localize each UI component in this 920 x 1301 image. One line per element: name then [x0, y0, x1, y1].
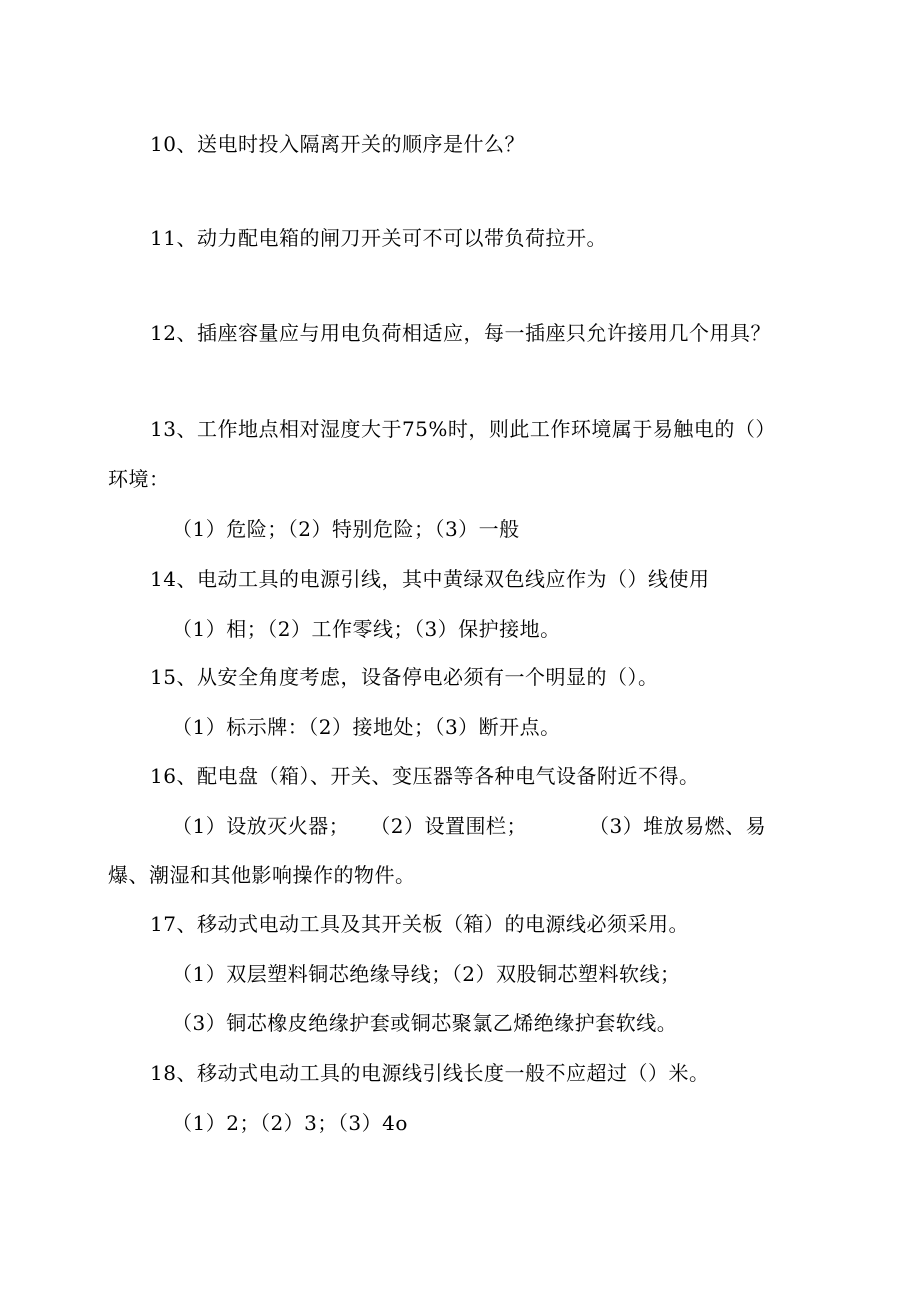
question-14: 14、电动工具的电源引线，其中黄绿双色线应作为（）线使用 — [150, 567, 710, 591]
question-15: 15、从安全角度考虑，设备停电必须有一个明显的（）。 — [150, 665, 659, 689]
question-15-options: （1）标示牌：（2）接地处；（3）断开点。 — [172, 715, 561, 739]
question-16-continuation: 爆、潮湿和其他影响操作的物件。 — [108, 863, 416, 887]
question-18-options: （1）2；（2）3；（3）4o — [172, 1111, 408, 1135]
question-17: 17、移动式电动工具及其开关板（箱）的电源线必须采用。 — [150, 912, 689, 936]
question-17-options-2: （3）铜芯橡皮绝缘护套或铜芯聚氯乙烯绝缘护套软线。 — [172, 1011, 678, 1035]
question-13-continuation: 环境： — [108, 467, 170, 491]
question-18: 18、移动式电动工具的电源线引线长度一般不应超过（）米。 — [150, 1061, 710, 1085]
question-16-options: （1）设放灭火器； （2）设置围栏； （3）堆放易燃、易 — [172, 814, 767, 838]
question-13-options: （1）危险；（2）特别危险；（3）一般 — [172, 517, 520, 541]
question-12: 12、插座容量应与用电负荷相适应，每一插座只允许接用几个用具？ — [150, 321, 771, 345]
question-10: 10、送电时投入隔离开关的顺序是什么？ — [150, 132, 525, 156]
question-14-options: （1）相；（2）工作零线；（3）保护接地。 — [172, 617, 561, 641]
question-16: 16、配电盘（箱）、开关、变压器等各种电气设备附近不得。 — [150, 764, 700, 788]
question-13: 13、工作地点相对湿度大于75%时，则此工作环境属于易触电的（） — [150, 417, 776, 441]
question-11: 11、动力配电箱的闸刀开关可不可以带负荷拉开。 — [150, 226, 607, 250]
question-17-options-1: （1）双层塑料铜芯绝缘导线；（2）双股铜芯塑料软线； — [172, 962, 681, 986]
